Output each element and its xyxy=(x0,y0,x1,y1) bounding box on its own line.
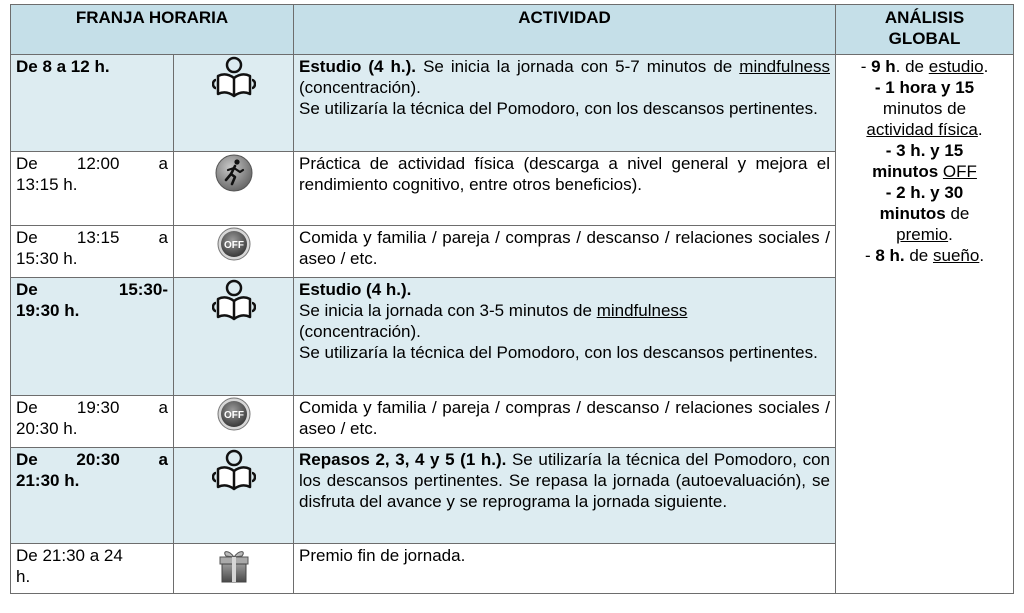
reading-person-icon xyxy=(212,279,256,323)
time-cell: De 8 a 12 h. xyxy=(11,55,174,152)
icon-cell xyxy=(174,448,294,544)
icon-cell xyxy=(174,55,294,152)
running-person-icon xyxy=(214,153,254,193)
icon-cell xyxy=(174,278,294,396)
activity-cell: Estudio (4 h.). Se inicia la jornada con 5-7 minutos de mindfulness (concentración). Se utilizaría la técnica del Pomodoro, con los descansos pertinentes. xyxy=(294,55,836,152)
global-analysis-cell: - 9 h. de estudio. - 1 hora y 15 minutos de actividad física. - 3 h. y 15 minutos OFF - 2 h. y 30 minutos de premio. - 8 h. de sueño. xyxy=(836,55,1014,594)
table-row xyxy=(11,55,1014,152)
reading-person-icon xyxy=(212,56,256,100)
off-button-icon xyxy=(217,397,251,431)
time-cell: De 20:30 a 21:30 h. xyxy=(11,448,174,544)
activity-cell: Comida y familia / pareja / compras / descanso / relaciones sociales / aseo / etc. xyxy=(294,396,836,448)
time-cell: De 13:15 a 15:30 h. xyxy=(11,226,174,278)
header-global: ANÁLISIS GLOBAL xyxy=(836,5,1014,55)
time-cell: De 15:30- 19:30 h. xyxy=(11,278,174,396)
header-activity: ACTIVIDAD xyxy=(294,5,836,55)
reading-person-icon xyxy=(212,449,256,493)
svg-text:OFF: OFF xyxy=(223,410,244,421)
activity-cell: Estudio (4 h.). Se inicia la jornada con 3-5 minutos de mindfulness (concentración). Se utilizaría la técnica del Pomodoro, con los descansos pertinentes. xyxy=(294,278,836,396)
icon-cell xyxy=(174,396,294,448)
activity-cell: Práctica de actividad física (descarga a nivel general y mejora el rendimiento cognitivo, entre otros beneficios). xyxy=(294,152,836,226)
off-button-icon xyxy=(217,227,251,261)
icon-cell xyxy=(174,226,294,278)
gift-box-icon xyxy=(214,545,254,585)
activity-cell: Repasos 2, 3, 4 y 5 (1 h.). Se utilizaría la técnica del Pomodoro, con los descansos pertinentes. Se repasa la jornada (autoevaluación), se disfruta del avance y se reprograma la jornada siguiente. xyxy=(294,448,836,544)
schedule-table xyxy=(10,4,1014,594)
svg-text:OFF: OFF xyxy=(223,240,244,251)
time-cell: De 12:00 a 13:15 h. xyxy=(11,152,174,226)
time-cell: De 21:30 a 24 h. xyxy=(11,544,174,594)
activity-cell: Premio fin de jornada. xyxy=(294,544,836,594)
activity-cell: Comida y familia / pareja / compras / descanso / relaciones sociales / aseo / etc. xyxy=(294,226,836,278)
header-time: FRANJA HORARIA xyxy=(11,5,294,55)
icon-cell xyxy=(174,152,294,226)
time-cell: De 19:30 a 20:30 h. xyxy=(11,396,174,448)
icon-cell xyxy=(174,544,294,594)
